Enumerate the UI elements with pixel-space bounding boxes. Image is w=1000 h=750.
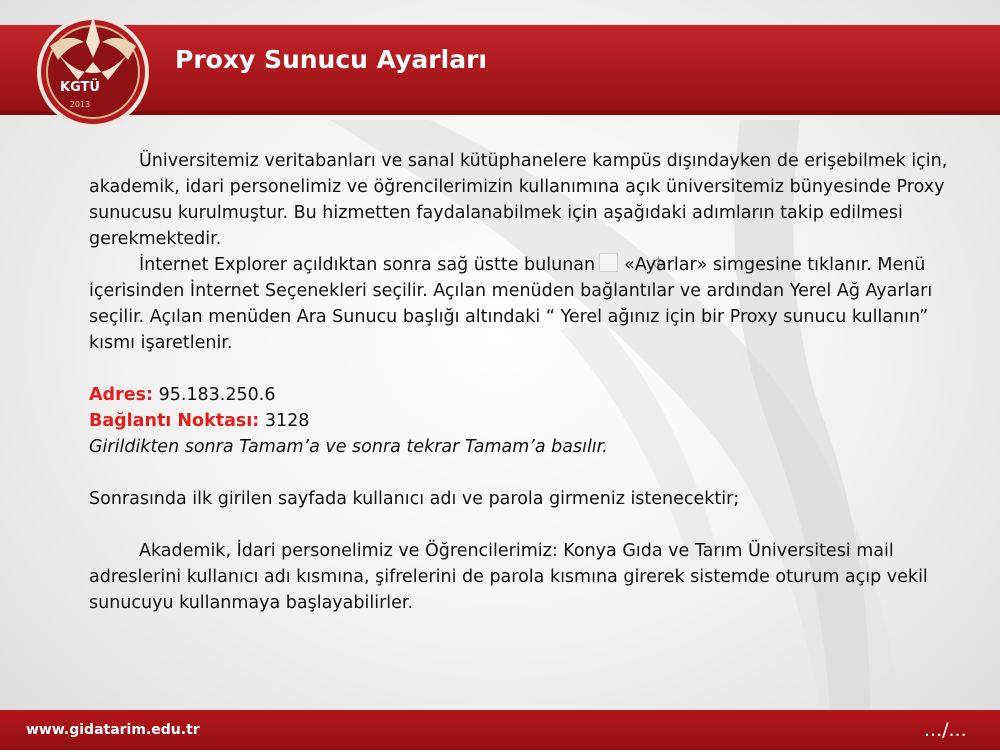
port-value: 3128 [264,411,310,431]
university-logo [28,2,158,132]
instructions-after-icon: «Ayarlar» simgesine tıklanır. Menü içerisinden İnternet Seçenekleri seçilir. Açılan menüden bağlantılar ve ardından Yerel Ağ Ayarları seçilir. Açılan menüden Ara Sunucu başlığı altındaki “ Yerel ağınız için bir Proxy sunucu kullanın” kısmı işaretlenir. [89,255,933,353]
confirm-note: Girildikten sonra Tamam’a ve sonra tekrar Tamam’a basılır. [89,437,608,457]
address-value: 95.183.250.6 [158,385,276,405]
address-line [89,382,969,408]
slide-body [89,148,969,616]
address-label: Adres: [89,385,153,405]
instructions-before-icon: İnternet Explorer açıldıktan sonra sağ üstte bulunan [139,255,596,275]
gear-icon [599,253,618,272]
port-label: Bağlantı Noktası: [89,411,260,431]
final-paragraph: Akademik, İdari personelimiz ve Öğrencilerimiz: Konya Gıda ve Tarım Üniversitesi mail adreslerini kullanıcı adı kısmına, şifrelerini de parola kısmına girerek sistemde oturum açıp vekil sunucuyu kullanmaya başlayabilirler. [89,541,928,613]
instructions-paragraph [89,252,969,356]
port-line [89,408,969,434]
slide-title: Proxy Sunucu Ayarları [175,45,487,74]
intro-paragraph: Üniversitemiz veritabanları ve sanal kütüphanelere kampüs dışındayken de erişebilmek için, akademik, idari personelimiz ve öğrencilerimizin kullanımına açık üniversitemiz bünyesinde Proxy sunucusu kurulmuştur. Bu hizmetten faydalanabilmek için aşağıdaki adımların takip edilmesi gerekmektedir. [89,151,948,249]
logo-name: KGTÜ [60,80,100,95]
logo-year: 2013 [69,100,91,109]
footer-url: www.gidatarim.edu.tr [26,722,200,738]
login-prompt-note: Sonrasında ilk girilen sayfada kullanıcı adı ve parola girmeniz istenecektir; [89,489,740,509]
page-indicator: .../... [924,719,967,741]
